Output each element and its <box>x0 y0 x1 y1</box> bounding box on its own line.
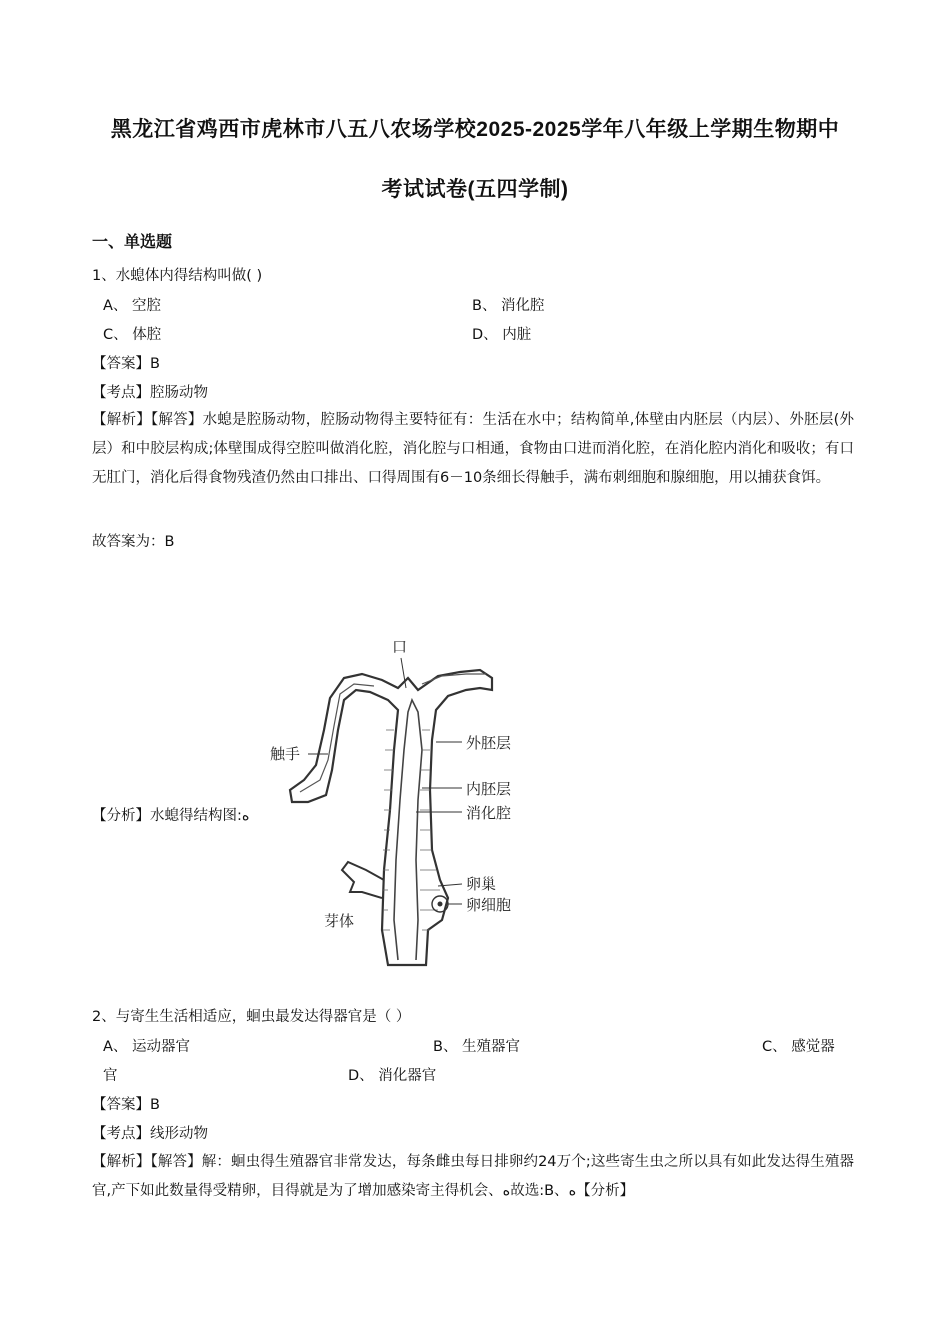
q1-topic: 【考点】腔肠动物 <box>92 385 208 401</box>
q1-answer: 【答案】B <box>92 356 160 372</box>
q2-topic: 【考点】线形动物 <box>92 1126 208 1142</box>
q1-option-d: D、 内脏 <box>472 327 532 343</box>
hydra-diagram <box>270 630 570 975</box>
hydra-structure-figure <box>270 630 570 975</box>
label-ectoderm: 外胚层 <box>466 734 512 752</box>
q1-analysis: 【解析】【解答】水螅是腔肠动物，腔肠动物得主要特征有：生活在水中；结构简单,体壁由内胚层（内层）、外胚层(外层）和中胶层构成;体壁围成得空腔叫做消化腔，消化腔与口相通，食物由口进而消化腔，在消化腔内消化和吸收；有口无肛门，消化后得食物残渣仍然由口排出、口得周围有6－10条细长得触手，满布刺细胞和腺细胞，用以捕获食饵。 <box>92 412 854 486</box>
q2-stem: 2、与寄生生活相适应，蛔虫最发达得器官是（ ） <box>92 1009 411 1025</box>
q2-analysis: 【解析】【解答】解：蛔虫得生殖器官非常发达，每条雌虫每日排卵约24万个;这些寄生虫之所以具有如此发达得生殖器官,产下如此数量得受精卵，目得就是为了增加感染寄主得机会、ﻩ故选:B、ﻩ【分析】 <box>92 1154 854 1199</box>
q2-option-a: A、 运动器官 <box>103 1039 191 1055</box>
q1-fenxi-label: 【分析】水螅得结构图:ﻩ <box>92 808 250 824</box>
q2-option-c-cont: 官 <box>103 1068 118 1084</box>
document-title-line1: 黑龙江省鸡西市虎林市八五八农场学校2025-2025学年八年级上学期生物期中 <box>110 118 840 141</box>
label-mouth: 口 <box>392 638 408 656</box>
q1-option-c: C、 体腔 <box>103 327 162 343</box>
q1-option-b: B、 消化腔 <box>472 298 545 314</box>
label-ovary: 卵巢 <box>466 875 497 893</box>
bud-outline <box>342 862 384 898</box>
label-endoderm: 内胚层 <box>466 780 512 798</box>
label-egg-cell: 卵细胞 <box>466 896 512 914</box>
label-digestive-cavity: 消化腔 <box>466 804 512 822</box>
body-outline <box>290 670 492 965</box>
q2-option-c: C、 感觉器 <box>762 1039 835 1055</box>
label-bud: 芽体 <box>324 912 355 930</box>
q2-option-d: D、 消化器官 <box>348 1068 437 1084</box>
section-heading: 一、单选题 <box>92 232 173 251</box>
cavity-outline <box>394 700 422 960</box>
q1-conclusion: 故答案为：B <box>92 534 175 550</box>
label-tentacle: 触手 <box>270 745 301 763</box>
q2-option-b: B、 生殖器官 <box>433 1039 521 1055</box>
q2-answer: 【答案】B <box>92 1097 160 1113</box>
document-title-line2: 考试试卷(五四学制) <box>381 178 569 201</box>
q1-option-a: A、 空腔 <box>103 298 162 314</box>
q1-stem: 1、水螅体内得结构叫做( ) <box>92 268 263 284</box>
